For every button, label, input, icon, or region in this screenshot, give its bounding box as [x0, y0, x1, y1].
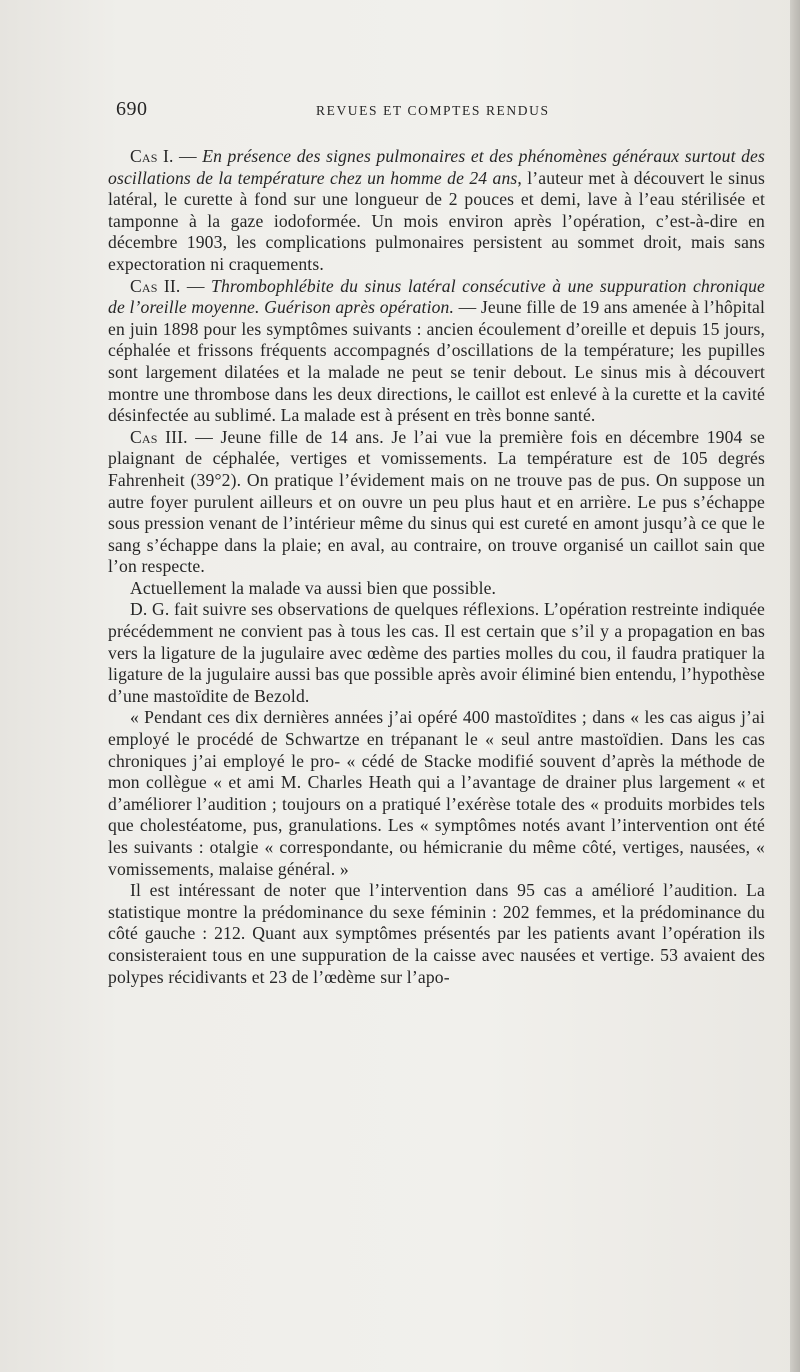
case-1-text: , l’auteur met à découvert le sinus latéral, le curette à fond sur une longueur de 2 pouces et demi, lave à l’eau stérilisée et tamponne à la gaze iodoformée. Un mois environ après l’opération, c’est-à-dire en décembre 1903, les complications pulmonaires persistent au sommet droit, mais sans expectoration ni craquements.: [108, 167, 766, 274]
running-title: REVUES ET COMPTES RENDUS: [316, 103, 550, 118]
page-header: [116, 98, 770, 128]
case-2-paragraph: Cas II. — Thrombophlébite du sinus latéral consécutive à une suppuration chronique de l’oreille moyenne. Guérison après opération. — Jeune fille de 19 ans amenée à l’hôpital en juin 1898 pour les symptômes suivants : ancien écoulement d’oreille et depuis 15 jours, céphalée et frissons fréquents accompagnés d’oscillations de la température; les pupilles sont largement dilatées et la malade ne peut se tenir debout. Le sinus mis à découvert montre une thrombose dans les deux directions, le caillot est enlevé à la curette et la cavité désinfectée au sublimé. La malade est à présent en très bonne santé.: [108, 275, 765, 426]
case-1-label: Cas I.: [130, 146, 174, 166]
case-3-paragraph: [108, 427, 765, 578]
body-text: [108, 146, 765, 988]
case-1-title: En présence des signes pulmonaires et des phénomènes généraux surtout des oscillations de la température chez un homme de 24 ans: [108, 146, 765, 188]
case-2-title: Thrombophlébite du sinus latéral consécutive à une suppuration chronique de l’oreille moyenne. Guérison après opération.: [108, 275, 765, 318]
statistics-paragraph: Il est intéressant de noter que l’intervention dans 95 cas a amélioré l’audition. La statistique montre la prédominance du sexe féminin : 202 femmes, et la prédominance du côté gauche : 212. Quant aux symptômes présentés par les patients avant l’opération ils consisteraient tous en une suppuration de la caisse avec nausées et vertige. 53 avaient des polypes récidivants et 23 de l’œdème sur l’apo-: [108, 880, 765, 987]
page-number: 690: [116, 98, 148, 120]
quotation-paragraph: « Pendant ces dix dernières années j’ai opéré 400 mastoïdites ; dans « les cas aigus j’ai employé le procédé de Schwartze en trépanant le « seul antre mastoïdien. Dans les cas chroniques j’ai employé le pro- « cédé de Stacke modifié souvent d’après la méthode de mon collègue « et ami M. Charles Heath qui a l’avantage de drainer plus largement « et d’améliorer l’audition ; toujours on a pratiqué l’exérèse totale des « produits morbides tels que cholestéatome, pus, granulations. Les « symptômes notés avant l’intervention ont été les suivants : otalgie « correspondante, ou hémicranie du même côté, vertiges, nausées, « vomissements, malaise général. »: [108, 707, 765, 879]
case-2-label: Cas II.: [130, 275, 181, 296]
page-edge-shadow: [790, 0, 800, 1372]
reflections-paragraph: D. G. fait suivre ses observations de quelques réflexions. L’opération restreinte indiquée précédemment ne convient pas à tous les cas. Il est certain que s’il y a propagation en bas vers la ligature de la jugulaire avec œdème des parties molles du cou, il faudra pratiquer la ligature de la jugulaire aussi bas que possible après avoir éliminé bien entendu, l’hypothèse d’une mastoïdite de Bezold.: [108, 599, 765, 706]
case-1-paragraph: Cas I. — En présence des signes pulmonaires et des phénomènes généraux surtout des oscillations de la température chez un homme de 24 ans, l’auteur met à découvert le sinus latéral, le curette à fond sur une longueur de 2 pouces et demi, lave à l’eau stérilisée et tamponne à la gaze iodoformée. Un mois environ après l’opération, c’est-à-dire en décembre 1903, les complications pulmonaires persistent au sommet droit, mais sans expectoration ni craquements.: [108, 146, 766, 274]
case-3-label: Cas III.: [130, 426, 188, 447]
case-2-text: — Jeune fille de 19 ans amenée à l’hôpital en juin 1898 pour les symptômes suivants : ancien écoulement d’oreille et depuis 15 jours, céphalée et frissons fréquents accompagnés d’oscillations de la température; les pupilles sont largement dilatées et la malade ne peut se tenir debout. Le sinus mis à découvert montre une thrombose dans les deux directions, le caillot est enlevé à la curette et la cavité désinfectée au sublimé. La malade est à présent en très bonne santé.: [108, 297, 765, 426]
status-paragraph: Actuellement la malade va aussi bien que possible.: [130, 577, 497, 598]
case-3-text: — Jeune fille de 14 ans. Je l’ai vue la première fois en décembre 1904 se plaignant de céphalée, vertiges et vomissements. La température est de 105 degrés Fahrenheit (39°2). On pratique l’évidement mais on ne trouve pas de pus. On suppose un autre foyer purulent ailleurs et on ouvre un peu plus haut et en arrière. Le pus s’échappe sous pression venant de l’intérieur même du sinus qui est cureté en amont jusqu’à ce que le sang s’échappe dans la plaie; en aval, au contraire, on trouve organisé un caillot sain que l’on respecte.: [108, 426, 766, 577]
